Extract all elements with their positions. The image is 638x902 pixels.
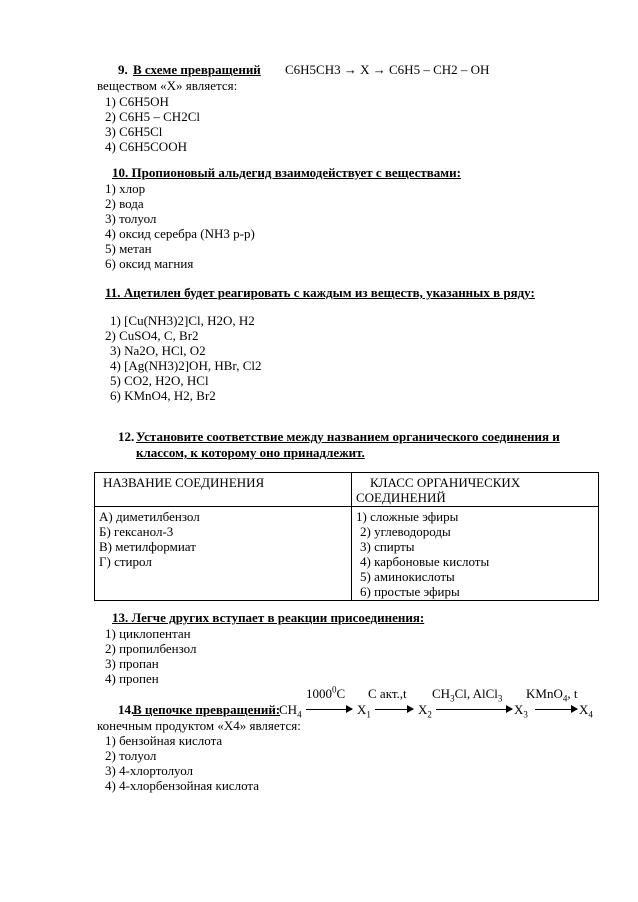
q9-title: В схеме превращений — [133, 62, 261, 77]
q9-option: 1) C6H5OH — [105, 94, 169, 109]
table-row: Б) гексанол-3 — [99, 524, 174, 539]
x1-text: X — [357, 702, 367, 717]
reaction-arrow-2 — [375, 709, 413, 710]
cond4-a-sub: 4 — [562, 693, 568, 704]
q11-option: 5) CO2, H2O, HCl — [110, 373, 209, 388]
reaction-arrow-3 — [436, 709, 512, 710]
table-left-column — [95, 507, 352, 601]
reaction-arrow-1 — [306, 709, 352, 710]
ch4-sub: 4 — [297, 709, 302, 720]
table-row: 3) спирты — [360, 539, 415, 554]
q13-title — [112, 610, 424, 625]
table-row: Г) стирол — [99, 554, 152, 569]
cond1-sup: 0 — [332, 684, 337, 695]
q9-option: 4) C6H5COOH — [105, 139, 187, 154]
x2-sub: 2 — [427, 709, 432, 720]
q14-condition-2: C акт.,t — [368, 686, 407, 701]
q14-number: 14. — [118, 702, 135, 717]
table-header-right — [352, 473, 599, 507]
x1-sub: 1 — [366, 709, 371, 720]
q11-option: 2) CuSO4, C, Br2 — [105, 328, 199, 343]
q11-option: 3) Na2O, HCl, O2 — [110, 343, 206, 358]
matching-table — [94, 472, 599, 601]
cond3-b: Cl, AlCl — [454, 686, 498, 701]
table-row: 1) сложные эфиры — [356, 509, 459, 524]
q9-number: 9. — [118, 62, 128, 77]
x4-text: X — [579, 702, 589, 717]
q13-option: 3) пропан — [105, 656, 159, 671]
cond3-b-sub: 3 — [497, 693, 503, 704]
q14-x1 — [357, 702, 371, 720]
q14-x4 — [579, 702, 593, 720]
q14-condition-1 — [306, 686, 345, 701]
header-left-text: НАЗВАНИЕ СОЕДИНЕНИЯ — [103, 475, 265, 490]
ch4-text: CH — [279, 702, 298, 717]
q14-option: 2) толуол — [105, 748, 157, 763]
q14-title: В цепочке превращений: — [133, 702, 281, 717]
q10-option: 2) вода — [105, 196, 144, 211]
q14-line2: конечным продуктом «X4» является: — [97, 718, 301, 733]
q12-number: 12. — [118, 429, 135, 444]
table-row: 5) аминокислоты — [360, 569, 455, 584]
q9-option: 2) C6H5 – CH2Cl — [105, 109, 200, 124]
q14-x3 — [514, 702, 528, 720]
q14-ch4 — [279, 702, 302, 720]
q13-option: 1) циклопентан — [105, 626, 191, 641]
table-body-row — [95, 507, 599, 601]
q9-line2: веществом «X» является: — [97, 78, 238, 93]
table-row: 6) простые эфиры — [360, 584, 460, 599]
reaction-arrow-4 — [535, 709, 577, 710]
cond1-text: 1000 — [306, 686, 332, 701]
q12-title-line2: классом, к которому оно принадлежит. — [136, 445, 365, 460]
q14-option: 4) 4-хлорбензойная кислота — [105, 778, 260, 793]
x3-text: X — [514, 702, 524, 717]
q10-option: 4) оксид серебра (NH3 р-р) — [105, 226, 255, 241]
table-row: А) диметилбензол — [99, 509, 200, 524]
q14-condition-3 — [432, 686, 503, 704]
cond4-a: KMnO — [526, 686, 563, 701]
x3-sub: 3 — [523, 709, 528, 720]
q12-title-line1: Установите соответствие между названием органического соединения и — [136, 429, 560, 444]
q13-option: 4) пропен — [105, 671, 159, 686]
table-header-left — [95, 473, 352, 507]
q10-title-text: 10. Пропионовый альдегид взаимодействует с веществами: — [112, 165, 461, 180]
q11-option: 4) [Ag(NH3)2]OH, HBr, Cl2 — [110, 358, 262, 373]
q9-option: 3) C6H5Cl — [105, 124, 163, 139]
header-right-line2: СОЕДИНЕНИЙ — [356, 490, 446, 505]
q11-option: 1) [Cu(NH3)2]Cl, H2O, H2 — [110, 313, 255, 328]
q10-option: 3) толуол — [105, 211, 157, 226]
q14-x2 — [418, 702, 432, 720]
table-header-row — [95, 473, 599, 507]
cond3-a: CH — [432, 686, 451, 701]
q10-title — [112, 165, 461, 180]
q14-option: 3) 4-хлортолуол — [105, 763, 194, 778]
q10-option: 5) метан — [105, 241, 152, 256]
cond4-b: , t — [567, 686, 578, 701]
q13-option: 2) пропилбензол — [105, 641, 197, 656]
q10-option: 1) хлор — [105, 181, 146, 196]
cond1-end: C — [336, 686, 346, 701]
q10-option: 6) оксид магния — [105, 256, 194, 271]
table-row: 4) карбоновые кислоты — [360, 554, 490, 569]
q13-title-text: 13. Легче других вступает в реакции присоединения: — [112, 610, 425, 625]
table-right-column — [352, 507, 599, 601]
x4-sub: 4 — [588, 709, 593, 720]
q11-title — [105, 285, 535, 300]
table-row: 2) углеводороды — [360, 524, 451, 539]
q9-scheme: C6H5CH3 → X → C6H5 – CH2 – OH — [285, 62, 490, 77]
table-row: В) метилформиат — [99, 539, 196, 554]
cond3-a-sub: 3 — [450, 693, 455, 704]
q11-option: 6) KMnO4, H2, Br2 — [110, 388, 216, 403]
q14-option: 1) бензойная кислота — [105, 733, 223, 748]
q14-condition-4 — [526, 686, 578, 704]
header-right-line1: КЛАСС ОРГАНИЧЕСКИХ — [370, 475, 521, 490]
x2-text: X — [418, 702, 428, 717]
q11-title-text: 11. Ацетилен будет реагировать с каждым из веществ, указанных в ряду: — [105, 285, 535, 300]
